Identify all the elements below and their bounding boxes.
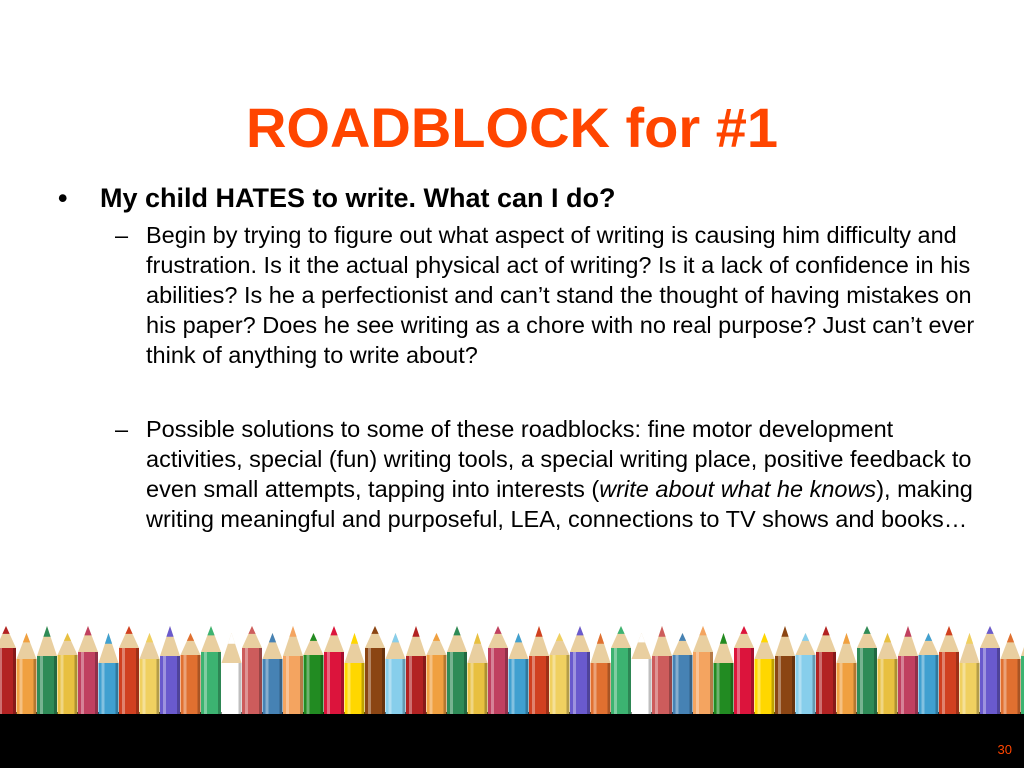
pencil xyxy=(919,633,939,714)
pencil xyxy=(468,633,488,714)
solutions-text-end: ), making writing meaningful and purposeful, LEA, connections to TV shows and books… xyxy=(146,476,973,533)
pencil xyxy=(365,626,385,714)
pencil xyxy=(714,633,734,714)
pencil xyxy=(673,633,693,714)
causes-text: Begin by trying to figure out what aspect of writing is causing him difficulty and frustration. Is it the actual physical act of writing? Is it a lack of confidence in his abilities? Is he a perfectionist and can’t stand the thought of having mistakes on his paper? Does he see writing as a chore with no real purpose? Just can’t ever think of anything to write about? xyxy=(146,222,975,369)
pencil xyxy=(160,626,180,714)
pencil xyxy=(898,626,918,714)
slide-title: ROADBLOCK for #1 xyxy=(245,95,779,159)
pencil xyxy=(58,633,78,714)
pencil xyxy=(775,626,795,714)
pencil xyxy=(222,633,242,714)
question-text: My child HATES to write. What can I do? xyxy=(100,183,616,213)
pencil xyxy=(17,633,37,714)
solutions-text-start: Possible solutions to some of these roadblocks: fine motor development activities, special (fun) writing tools, a special writing place, positive feedback to even small attempts, tapping into interests ( xyxy=(146,416,972,503)
pencil xyxy=(242,626,262,714)
sub-bullet-solutions xyxy=(115,414,978,534)
solutions-text-italic: write about what he knows xyxy=(599,476,877,503)
spacer xyxy=(58,370,978,408)
pencil xyxy=(980,626,1000,714)
pencil xyxy=(447,626,467,714)
pencil xyxy=(796,633,816,714)
pencil xyxy=(837,633,857,714)
pencil xyxy=(652,626,672,714)
pencil xyxy=(693,626,713,714)
pencil xyxy=(0,626,16,714)
pencil xyxy=(570,626,590,714)
page-number: 30 xyxy=(997,742,1012,757)
pencil xyxy=(345,633,365,714)
pencil xyxy=(857,626,877,714)
dash-icon: – xyxy=(115,416,129,443)
pencil xyxy=(632,633,652,714)
pencil xyxy=(37,626,57,714)
footer-bar xyxy=(0,712,1024,768)
pencil xyxy=(201,626,221,714)
pencil xyxy=(140,633,160,714)
dash-icon: – xyxy=(115,222,129,249)
pencil xyxy=(591,633,611,714)
pencil xyxy=(529,626,549,714)
pencil xyxy=(324,626,344,714)
pencil xyxy=(263,633,283,714)
pencil xyxy=(816,626,836,714)
pencil xyxy=(283,626,303,714)
pencil xyxy=(99,633,119,714)
pencil xyxy=(386,633,406,714)
sub-bullet-causes xyxy=(115,220,978,370)
pencil xyxy=(509,633,529,714)
pencil xyxy=(406,626,426,714)
pencil xyxy=(550,633,570,714)
pencil xyxy=(119,626,139,714)
pencil xyxy=(304,633,324,714)
bullet-question xyxy=(58,182,978,214)
pencil xyxy=(427,633,447,714)
pencil xyxy=(181,633,201,714)
pencil xyxy=(734,626,754,714)
bullet-list xyxy=(58,182,978,534)
pencil xyxy=(611,626,631,714)
pencil xyxy=(755,633,775,714)
pencil xyxy=(78,626,98,714)
bullet-icon: • xyxy=(58,183,68,213)
pencil xyxy=(1001,633,1021,714)
pencil xyxy=(878,633,898,714)
pencil xyxy=(939,626,959,714)
pencil xyxy=(488,626,508,714)
colored-pencils-image xyxy=(0,626,1024,714)
pencil xyxy=(960,633,980,714)
